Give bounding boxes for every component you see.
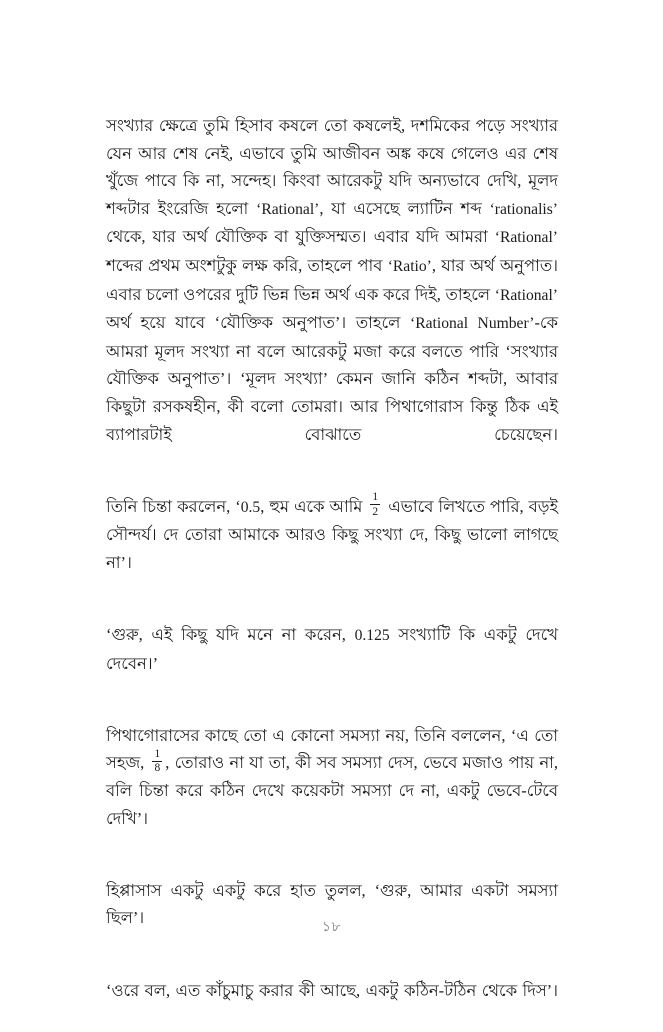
fraction-one-half — [370, 491, 380, 518]
paragraph-4-segment-2: , তোরাও না যা তা, কী সব সমস্যা দেস, ভেবে মজাও পায় না, বলি চিন্তা করে কঠিন দেখে কয়েকটা সমস্যা দে না, একটু ভেবে-টেবে দেখি’। — [106, 753, 558, 828]
paragraph-1-segment-6: অর্থ হয়ে যাবে ‘যৌক্তিক অনুপাত’। তাহলে — [106, 313, 411, 333]
paragraph-2 — [106, 493, 558, 604]
decimal-value-0-5: 0.5 — [240, 498, 261, 516]
paragraph-5: হিপ্পাসাস একটু একটু করে হাত তুলল, ‘গুরু, আমার একটা সমস্যা ছিল’। — [106, 880, 558, 928]
term-rational-number: ‘Rational Number’ — [410, 315, 535, 333]
paragraph-2-segment-3: এভাবে লিখতে পারি, বড়ই সৌন্দর্য। দে তোরা আমাকে আরও কিছু সংখ্যা দে, কিছু ভালো লাগছে না’। — [106, 496, 558, 572]
term-rational-1: ‘Rational’ — [256, 200, 320, 218]
paragraph-4-segment-1: পিথাগোরাসের কাছে তো এ কোনো সমস্যা নয়, তিনি বললেন, ‘এ তো সহজ, — [106, 725, 558, 773]
paragraph-4 — [106, 722, 558, 860]
fraction-denominator: 8 — [154, 762, 161, 775]
decimal-value-0-125: 0.125 — [354, 627, 390, 645]
paragraph-1-segment-2: , যা এসেছে ল্যাটিন শব্দ — [319, 198, 490, 218]
paragraph-1-segment-3: থেকে, যার অর্থ যৌক্তিক বা যুক্তিসম্মত। এবার যদি আমরা — [106, 227, 495, 247]
fraction-one-eighth — [152, 748, 162, 775]
term-rational-2: ‘Rational’ — [494, 229, 558, 247]
page-text-column — [106, 112, 558, 1032]
paragraph-1-segment-4: শব্দের প্রথম অংশটুকু লক্ষ করি, তাহলে পাব — [106, 255, 388, 275]
paragraph-2-segment-1: তিনি চিন্তা করলেন, ‘ — [106, 496, 241, 516]
term-rationalis: ‘rationalis’ — [489, 200, 558, 218]
fraction-denominator: 2 — [372, 505, 379, 518]
paragraph-2-segment-2: , হুম একে আমি — [260, 496, 368, 516]
paragraph-3-segment-2: সংখ্যাটি কি একটু দেখে দেবেন।’ — [106, 625, 559, 673]
paragraph-3 — [106, 621, 558, 705]
term-ratio: ‘Ratio’ — [387, 257, 432, 275]
paragraph-1-segment-1: সংখ্যার ক্ষেত্রে তুমি হিসাব কষলে তো কষলেই, দশমিকের পড়ে সংখ্যার যেন আর শেষ নেই, এভাবে তুমি আজীবন অঙ্ক কষে গেলেও এর শেষ খুঁজে পাবে কি না, সন্দেহ। কিংবা আরেকটু যদি অন্যভাবে দেখি, মূলদ শব্দটার ইংরেজি হলো — [106, 116, 558, 218]
paragraph-1-segment-7: -কে আমরা মূলদ সংখ্যা না বলে আরেকটু মজা করে বলতে পারি ‘সংখ্যার যৌক্তিক অনুপাত’। ‘মূলদ সংখ্যা’ কেমন জানি কঠিন শব্দটা, আবার কিছুটা রসকষহীন, কী বলো তোমরা। আর পিথাগোরাস কিন্তু ঠিক এই ব্যাপারটাই বোঝাতে চেয়েছেন। — [106, 313, 559, 444]
paragraph-6: ‘ওরে বল, এত কাঁচুমাচু করার কী আছে, একটু কঠিন-টঠিন থেকে দিস’। — [106, 980, 558, 1000]
term-rational-3: ‘Rational’ — [494, 286, 558, 304]
paragraph-3-segment-1: ‘গুরু, এই কিছু যদি মনে না করেন, — [106, 625, 355, 645]
fraction-numerator: 1 — [154, 748, 161, 761]
paragraph-1-segment-5: , যার অর্থ অনুপাত। এবার চলো ওপরের দুটি ভিন্ন ভিন্ন অর্থ এক করে দিই, তাহলে — [106, 255, 559, 304]
fraction-numerator: 1 — [372, 491, 379, 504]
paragraph-1 — [106, 112, 558, 476]
page-number: ১৮ — [321, 920, 342, 935]
